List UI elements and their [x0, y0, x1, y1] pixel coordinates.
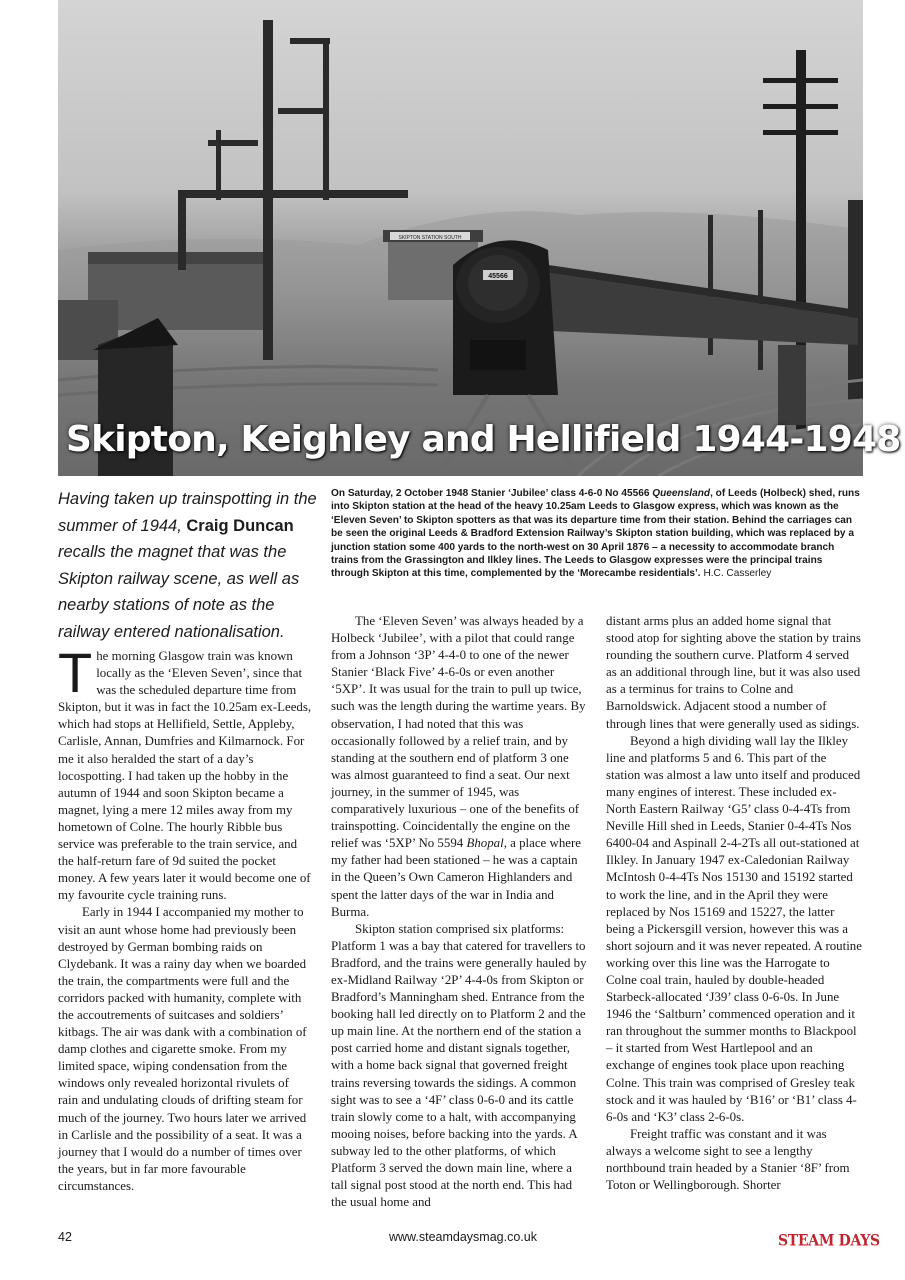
photo-caption	[331, 487, 861, 581]
author-name: Craig Duncan	[186, 516, 294, 535]
body-column-1	[58, 641, 312, 1195]
magazine-url[interactable]: www.steamdaysmag.co.uk	[389, 1230, 537, 1244]
body-paragraph: distant arms plus an added home signal that stood atop for sighting above the station by trains rounding the southern curve. Platform 4 served as an additional through line, but it was also used as a terminus for trains to Colne and Barnoldswick. Adjacent stood a number of through lines that were generally used as sidings.	[606, 614, 861, 731]
signal-box-sign: SKIPTON STATION SOUTH	[398, 235, 462, 241]
hero-photo	[58, 0, 863, 476]
body-column-2	[331, 613, 589, 1211]
body-column-3	[606, 613, 862, 1194]
photo-credit: H.C. Casserley	[703, 568, 772, 580]
article-title: Skipton, Keighley and Hellifield 1944-1948	[66, 419, 901, 460]
loco-name: Bhopal	[466, 836, 504, 851]
paragraph-text: he morning Glasgow train was known locally as the ‘Eleven Seven’, since that was the scheduled departure time from Skipton, but it was in fact the 10.25am ex-Leeds, which had stops at Hellifield, Settle, Appleby, Carlisle, Annan, Dumfries and Kilmarnock. For me it also heralded the start of a day’s locospotting. I had taken up the hobby in the autumn of 1944 and soon Skipton became a magnet, lying a mere 12 miles away from my hometown of Colne. The hourly Ribble bus service was preferable to the train service, and the half-return fare of 9d suited the pocket money. A few years later it would become one of my favourite cycle training runs.	[58, 649, 312, 903]
caption-text-2: , of Leeds (Holbeck) shed, runs into Skipton station at the head of the heavy 10.25am Leeds to Glasgow express, which was known as the ‘Eleven Seven’ to Skipton spotters as that was its departure time from their station. Behind the carriages can be seen the original Leeds & Bradford Extension Railway’s Skipton station building, which was replaced by a junction station some 400 yards to the north-west on 30 April 1876 – a necessity to accommodate branch trains from the Grassington and Ilkley lines. The Leeds to Glasgow expresses were the principal trains through Skipton at this time, complemented by the ‘Morecambe residentials’.	[331, 488, 860, 580]
photo-illustration	[58, 0, 863, 476]
standfirst-tail: recalls the magnet that was the Skipton railway scene, as well as nearby stations of note as the railway entered nationalisation.	[58, 543, 300, 641]
body-paragraph: Skipton station comprised six platforms: Platform 1 was a bay that catered for travellers to Bradford, and the trains were generally hauled by ex-Midland Railway ‘2P’ 4-4-0s from Skipton or Bradford’s Manningham shed. Entrance from the booking hall led directly on to Platform 2 and the up main line. At the northern end of the station a post carried home and distant signals together, with a home back signal that governed freight trains reversing towards the sidings. A common sight was to see a ‘4F’ class 0-6-0 and its cattle train slowly come to a halt, with accompanying mooing noises, before backing into the yards. A subway led to the other platforms, of which Platform 3 served the down main line, where a tall signal post stood at the north end. This had the usual home and	[331, 921, 587, 1210]
body-paragraph	[58, 641, 312, 904]
caption-text-1: On Saturday, 2 October 1948 Stanier ‘Jubilee’ class 4-6-0 No 45566	[331, 488, 653, 499]
standfirst-lead: Having taken up trainspotting in the summer of 1944,	[58, 490, 317, 535]
page-number: 42	[58, 1230, 72, 1244]
body-paragraph: Early in 1944 I accompanied my mother to visit an aunt whose home had previously been destroyed by German bombing raids on Clydebank. It was a rainy day when we boarded the train, the compartments were full and the corridors packed with humanity, complete with the accoutrements of suitcases and soldiers’ kitbags. The air was dank with a combination of damp clothes and cigarette smoke. From my limited space, wiping condensation from the windows only revealed horizontal rivulets of rain and undulating clouds of drifting steam for much of the journey. Two hours later we arrived in Carlisle and the possibility of a seat. It was a journey that I would do a number of times over the years, but in far more favourable circumstances.	[58, 905, 307, 1193]
loco-number-plate: 45566	[488, 273, 508, 280]
drop-cap: T	[58, 641, 93, 704]
paragraph-text: , a place where my father had been stationed – he was a captain in the Queen’s Own Cameron Highlanders and spent the latter days of the war in India and Burma.	[331, 836, 581, 919]
body-paragraph: Freight traffic was constant and it was always a welcome sight to see a lengthy northbound train headed by a Stanier ‘8F’ from Toton or Wellingborough. Shorter	[606, 1126, 850, 1193]
caption-loco-name: Queensland	[652, 488, 711, 499]
standfirst	[58, 486, 318, 645]
body-paragraph	[331, 613, 589, 921]
paragraph-text: The ‘Eleven Seven’ was always headed by a Holbeck ‘Jubilee’, with a pilot that could range from a Johnson ‘3P’ 4-4-0 to one of the newer Stanier ‘Black Five’ 4-6-0s or even another ‘5XP’. It was usual for the train to pull up twice, such was the length during the wartime years. By observation, I had noted that this was occasionally followed by a relief train, and by standing at the southern end of platform 3 one was almost guaranteed to find a seat. Our next journey, in the summer of 1945, was comparatively luxurious – one of the benefits of trainspotting. Coincidentally the engine on the relief was ‘5XP’ No 5594	[331, 614, 586, 851]
magazine-logo: STEAM DAYS	[778, 1231, 880, 1251]
body-paragraph: Beyond a high dividing wall lay the Ilkley line and platforms 5 and 6. This part of the station was almost a law unto itself and produced many engines of interest. These included ex-North Eastern Railway ‘G5’ class 0-4-4Ts from Neville Hill shed in Leeds, Stanier 0-4-4Ts Nos 6400-04 and Aspinall 2-4-2Ts all out-stationed at Ilkley. In January 1947 ex-Caledonian Railway McIntosh 0-4-4Ts Nos 15130 and 15192 started to work the line, and in the April they were replaced by Nos 15169 and 15227, the latter being a Pickersgill version, however this was a short sojourn and it was never repeated. A routine working over this line was the Harrogate to Colne coal train, hauled by double-headed Starbeck-allocated ‘J39’ class 0-6-0s. In June 1946 the ‘Saltburn’ commenced operation and it ran throughout the summer months to Blackpool – it started from West Hartlepool and an exchange of engines took place upon reaching Colne. This train was comprised of Gresley teak stock and it was hauled by ‘B16’ or ‘B1’ class 4-6-0s and ‘K3’ class 2-6-0s.	[606, 733, 862, 1124]
